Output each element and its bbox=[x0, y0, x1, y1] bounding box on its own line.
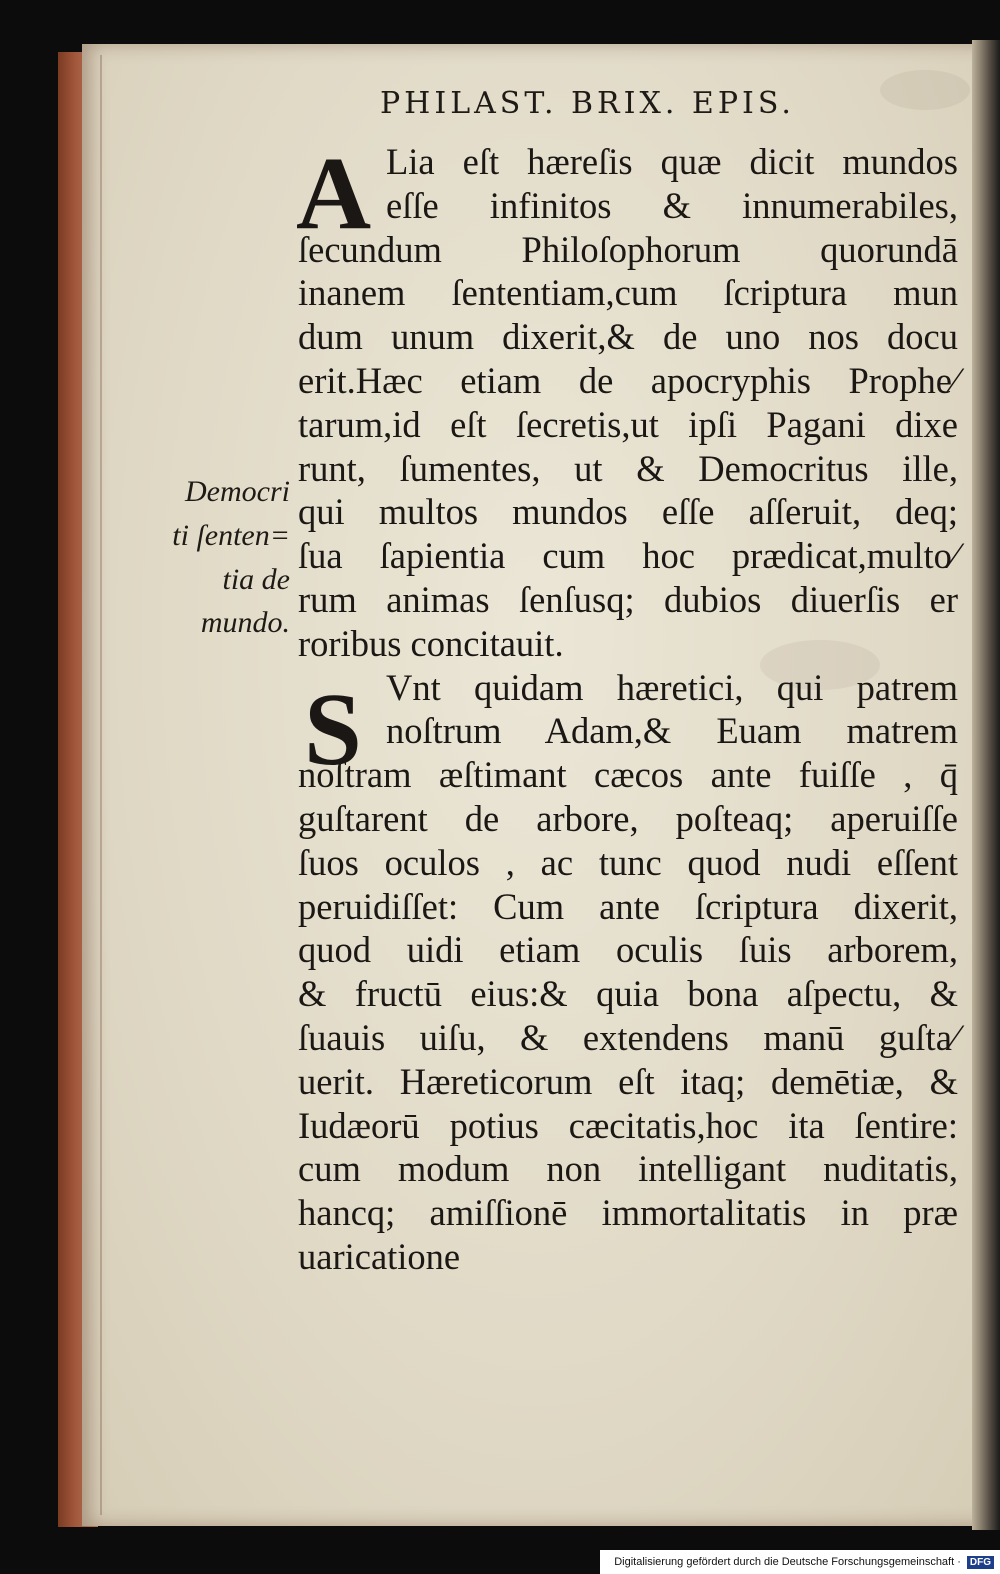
catchword-text: uaricatione bbox=[298, 1235, 461, 1277]
text-line: dum unum dixerit,& de uno nos docu bbox=[298, 316, 958, 358]
text-line: & fructū eius:& quia bona aſpectu, & bbox=[298, 973, 958, 1015]
text-line: tarum,id eſt ſecretis,ut ipſi Pagani dixe bbox=[298, 403, 958, 445]
text-line: ſua ſapientia cum hoc prædicat,multo⁄ bbox=[298, 535, 958, 577]
running-header: PHILAST. BRIX. EPIS. bbox=[380, 86, 795, 121]
text-line: noſtram æſtimant cæcos ante fuiſſe , q̄ bbox=[298, 754, 958, 796]
text-line: ſecundum Philoſophorum quorundā bbox=[298, 228, 958, 270]
gutter-line bbox=[100, 55, 102, 1515]
text-line: runt, ſumentes, ut & Democritus ille, bbox=[298, 447, 958, 489]
text-line: hancq; amiſſionē immortalitatis in præ bbox=[298, 1192, 958, 1234]
text-line: eſſe infinitos & innumerabiles, bbox=[386, 184, 958, 226]
text-line: roribus concitauit. bbox=[298, 622, 564, 664]
footer-text: Digitalisierung gefördert durch die Deutsche Forschungsgemeinschaft · bbox=[614, 1556, 961, 1568]
drop-cap-s: S bbox=[304, 672, 362, 787]
text-line: erit.Hæc etiam de apocryphis Prophe⁄ bbox=[298, 359, 958, 401]
text-line: Vnt quidam hæretici, qui patrem bbox=[386, 666, 958, 708]
text-line: ſuauis uiſu, & extendens manū guſta⁄ bbox=[298, 1016, 958, 1058]
marginal-note-line: ti ſenten= bbox=[172, 518, 290, 552]
text-line: qui multos mundos eſſe aſſeruit, deq; bbox=[298, 491, 958, 533]
text-line: peruidiſſet: Cum ante ſcriptura dixerit, bbox=[298, 885, 958, 927]
body-text bbox=[296, 136, 958, 1279]
marginal-note-line: tia de bbox=[222, 562, 290, 596]
drop-cap-a: A bbox=[296, 136, 372, 251]
dfg-logo: DFG bbox=[967, 1556, 994, 1569]
funding-footer bbox=[600, 1550, 1000, 1574]
text-line: noſtrum Adam,& Euam matrem bbox=[386, 710, 958, 752]
text-line: uerit. Hæreticorum eſt itaq; demētiæ, & bbox=[298, 1060, 958, 1102]
page-right-edge bbox=[972, 40, 1000, 1530]
catchword bbox=[298, 1235, 958, 1279]
text-line: cum modum non intelligant nuditatis, bbox=[298, 1148, 958, 1190]
marginal-note-line: Democri bbox=[185, 475, 290, 508]
text-line: guſtarent de arbore, poſteaq; aperuiſſe bbox=[298, 797, 958, 839]
text-line: Lia eſt hæreſis quæ dicit mundos bbox=[386, 141, 958, 182]
text-line: ſuos oculos , ac tunc quod nudi eſſent bbox=[298, 841, 958, 883]
marginal-note-line: mundo. bbox=[200, 606, 290, 640]
text-line: rum animas ſenſusq; dubios diuerſis er bbox=[298, 578, 958, 620]
marginal-note bbox=[150, 470, 290, 645]
text-line: Iudæorū potius cæcitatis,hoc ita ſentire: bbox=[298, 1104, 958, 1146]
text-line: quod uidi etiam oculis ſuis arborem, bbox=[298, 929, 958, 971]
text-line: inanem ſententiam,cum ſcriptura mun bbox=[298, 272, 958, 314]
